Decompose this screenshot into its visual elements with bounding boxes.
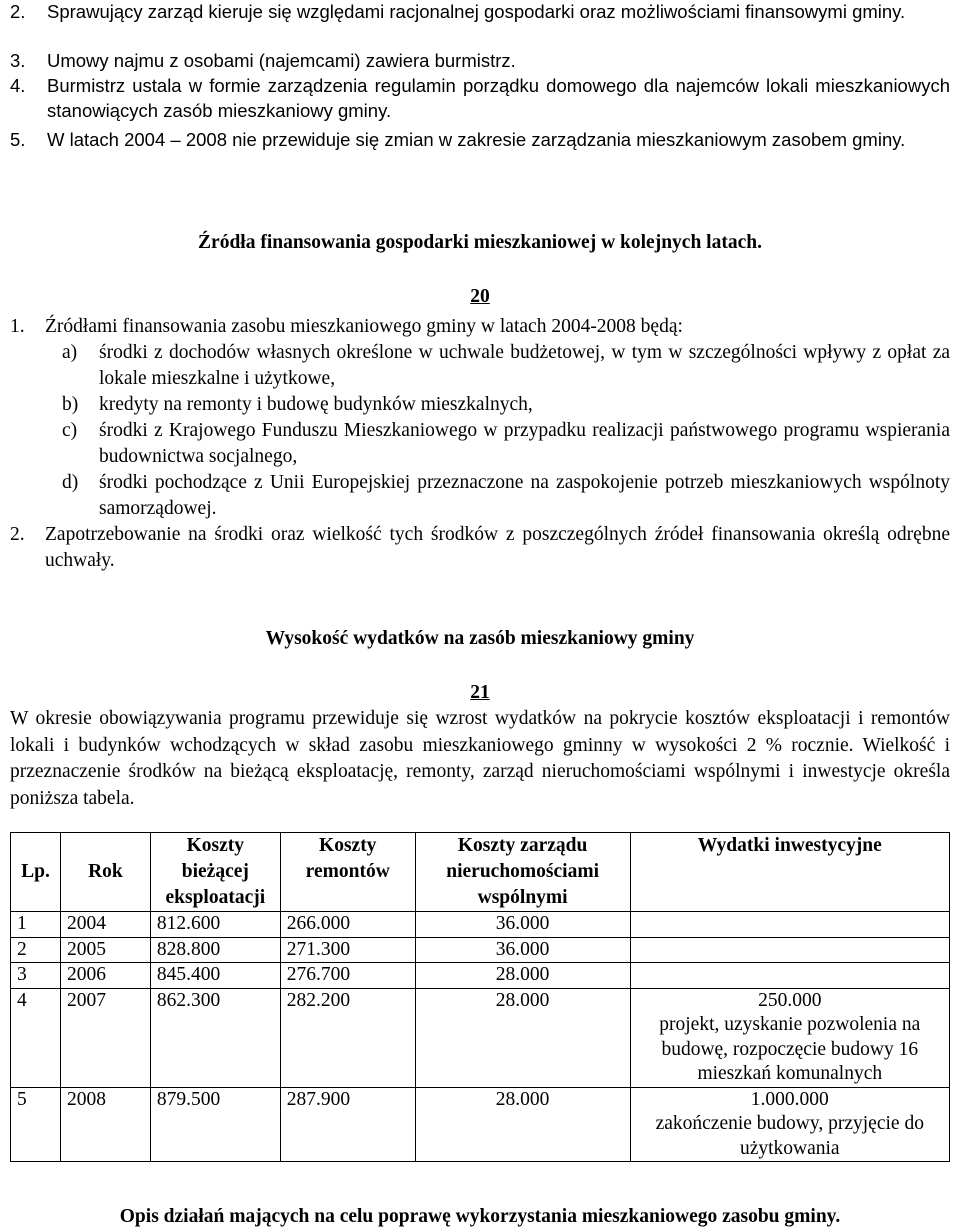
column-header-remonty: Koszty remontów bbox=[280, 833, 415, 912]
cell-rok: 2006 bbox=[60, 963, 150, 989]
cell-remonty: 282.200 bbox=[280, 988, 415, 1087]
cell-rok: 2007 bbox=[60, 988, 150, 1087]
column-header-biezace: Koszty bieżącej eksploatacji bbox=[150, 833, 280, 912]
cell-zarzad: 36.000 bbox=[415, 937, 630, 963]
section-number: 20 bbox=[470, 286, 490, 307]
cell-remonty: 276.700 bbox=[280, 963, 415, 989]
sub-item-label: a) bbox=[62, 342, 78, 363]
cell-inwest bbox=[630, 1087, 949, 1162]
list-item-text: Źródłami finansowania zasobu mieszkaniowego gminy w latach 2004-2008 będą: bbox=[45, 316, 683, 337]
column-header-inwest: Wydatki inwestycyjne bbox=[630, 833, 949, 912]
cell-remonty: 287.900 bbox=[280, 1087, 415, 1162]
list-item-text: W latach 2004 – 2008 nie przewiduje się zmian w zakresie zarządzania mieszkaniowym zasobem gminy. bbox=[47, 129, 906, 150]
expenses-table bbox=[10, 832, 950, 1162]
expenses-paragraph: W okresie obowiązywania programu przewiduje się wzrost wydatków na pokrycie kosztów eksploatacji i remontów lokali i budynków wchodzących w skład zasobu mieszkaniowego gminny w wysokości 2 % rocznie. Wielkość i przeznaczenie środków na bieżącą eksploatację, remonty, zarząd nieruchomościami wspólnymi i inwestycje określa poniższa tabela. bbox=[10, 708, 950, 809]
list-item-number: 4. bbox=[10, 75, 26, 96]
column-header-rok: Rok bbox=[60, 833, 150, 912]
sub-item-label: b) bbox=[62, 394, 79, 415]
cell-zarzad: 28.000 bbox=[415, 1087, 630, 1162]
cell-biezace: 812.600 bbox=[150, 912, 280, 938]
sub-item-text: kredyty na remonty i budowę budynków mieszkalnych, bbox=[99, 394, 533, 415]
cell-biezace: 862.300 bbox=[150, 988, 280, 1087]
cell-biezace: 879.500 bbox=[150, 1087, 280, 1162]
table-row bbox=[11, 912, 950, 938]
cell-inwest bbox=[630, 963, 949, 989]
cell-rok: 2004 bbox=[60, 912, 150, 938]
cell-inwest bbox=[630, 937, 949, 963]
sub-item-text: środki z dochodów własnych określone w uchwale budżetowej, w tym w szczególności wpływy z opłat za lokale mieszkalne i użytkowe, bbox=[99, 342, 950, 389]
cell-inwest bbox=[630, 912, 949, 938]
sub-item-label: d) bbox=[62, 472, 79, 493]
list-item-number: 2. bbox=[10, 1, 26, 22]
cell-lp: 3 bbox=[11, 963, 61, 989]
cell-zarzad: 36.000 bbox=[415, 912, 630, 938]
table-header-row bbox=[11, 833, 950, 912]
cell-lp: 2 bbox=[11, 937, 61, 963]
list-item-text: Umowy najmu z osobami (najemcami) zawiera burmistrz. bbox=[47, 50, 516, 71]
sub-item-text: środki pochodzące z Unii Europejskiej przeznaczone na zaspokojenie potrzeb mieszkaniowych wspólnoty samorządowej. bbox=[99, 472, 950, 519]
column-header-zarzad: Koszty zarządu nieruchomościami wspólnymi bbox=[415, 833, 630, 912]
cell-zarzad: 28.000 bbox=[415, 963, 630, 989]
list-item-number: 2. bbox=[10, 524, 25, 545]
list-item-number: 3. bbox=[10, 50, 26, 71]
investment-value: 1.000.000 bbox=[750, 1088, 829, 1110]
list-item-text: Burmistrz ustala w formie zarządzenia regulamin porządku domowego dla najemców lokali mieszkaniowych stanowiących zasób mieszkaniowy gminy. bbox=[47, 75, 950, 121]
list-item-number: 1. bbox=[10, 316, 25, 337]
cell-rok: 2008 bbox=[60, 1087, 150, 1162]
cell-zarzad: 28.000 bbox=[415, 988, 630, 1087]
cell-remonty: 266.000 bbox=[280, 912, 415, 938]
cell-biezace: 828.800 bbox=[150, 937, 280, 963]
section-heading: Wysokość wydatków na zasób mieszkaniowy gminy bbox=[265, 628, 695, 649]
sub-item-text: środki z Krajowego Funduszu Mieszkaniowego w przypadku realizacji państwowego programu wspierania budownictwa socjalnego, bbox=[99, 420, 950, 467]
cell-lp: 5 bbox=[11, 1087, 61, 1162]
cell-biezace: 845.400 bbox=[150, 963, 280, 989]
table-row bbox=[11, 963, 950, 989]
cell-inwest bbox=[630, 988, 949, 1087]
table-row bbox=[11, 988, 950, 1087]
cell-lp: 1 bbox=[11, 912, 61, 938]
section-heading: Źródła finansowania gospodarki mieszkaniowej w kolejnych latach. bbox=[198, 232, 762, 253]
investment-description: zakończenie budowy, przyjęcie do użytkowania bbox=[655, 1113, 924, 1159]
list-item-text: Zapotrzebowanie na środki oraz wielkość tych środków z poszczególnych źródeł finansowania określą odrębne uchwały. bbox=[45, 524, 950, 571]
cell-lp: 4 bbox=[11, 988, 61, 1087]
section-number: 21 bbox=[470, 682, 490, 703]
cell-remonty: 271.300 bbox=[280, 937, 415, 963]
table-row bbox=[11, 1087, 950, 1162]
cell-rok: 2005 bbox=[60, 937, 150, 963]
investment-value: 250.000 bbox=[758, 989, 822, 1011]
investment-description: projekt, uzyskanie pozwolenia na budowę, rozpoczęcie budowy 16 mieszkań komunalnych bbox=[659, 1014, 921, 1084]
closing-heading: Opis działań mających na celu poprawę wykorzystania mieszkaniowego zasobu gminy. bbox=[119, 1206, 841, 1227]
sub-item-label: c) bbox=[62, 420, 78, 441]
table-row bbox=[11, 937, 950, 963]
list-item-number: 5. bbox=[10, 129, 26, 150]
column-header-lp: Lp. bbox=[11, 833, 61, 912]
list-item-text: Sprawujący zarząd kieruje się względami racjonalnej gospodarki oraz możliwościami finansowymi gminy. bbox=[47, 1, 906, 22]
